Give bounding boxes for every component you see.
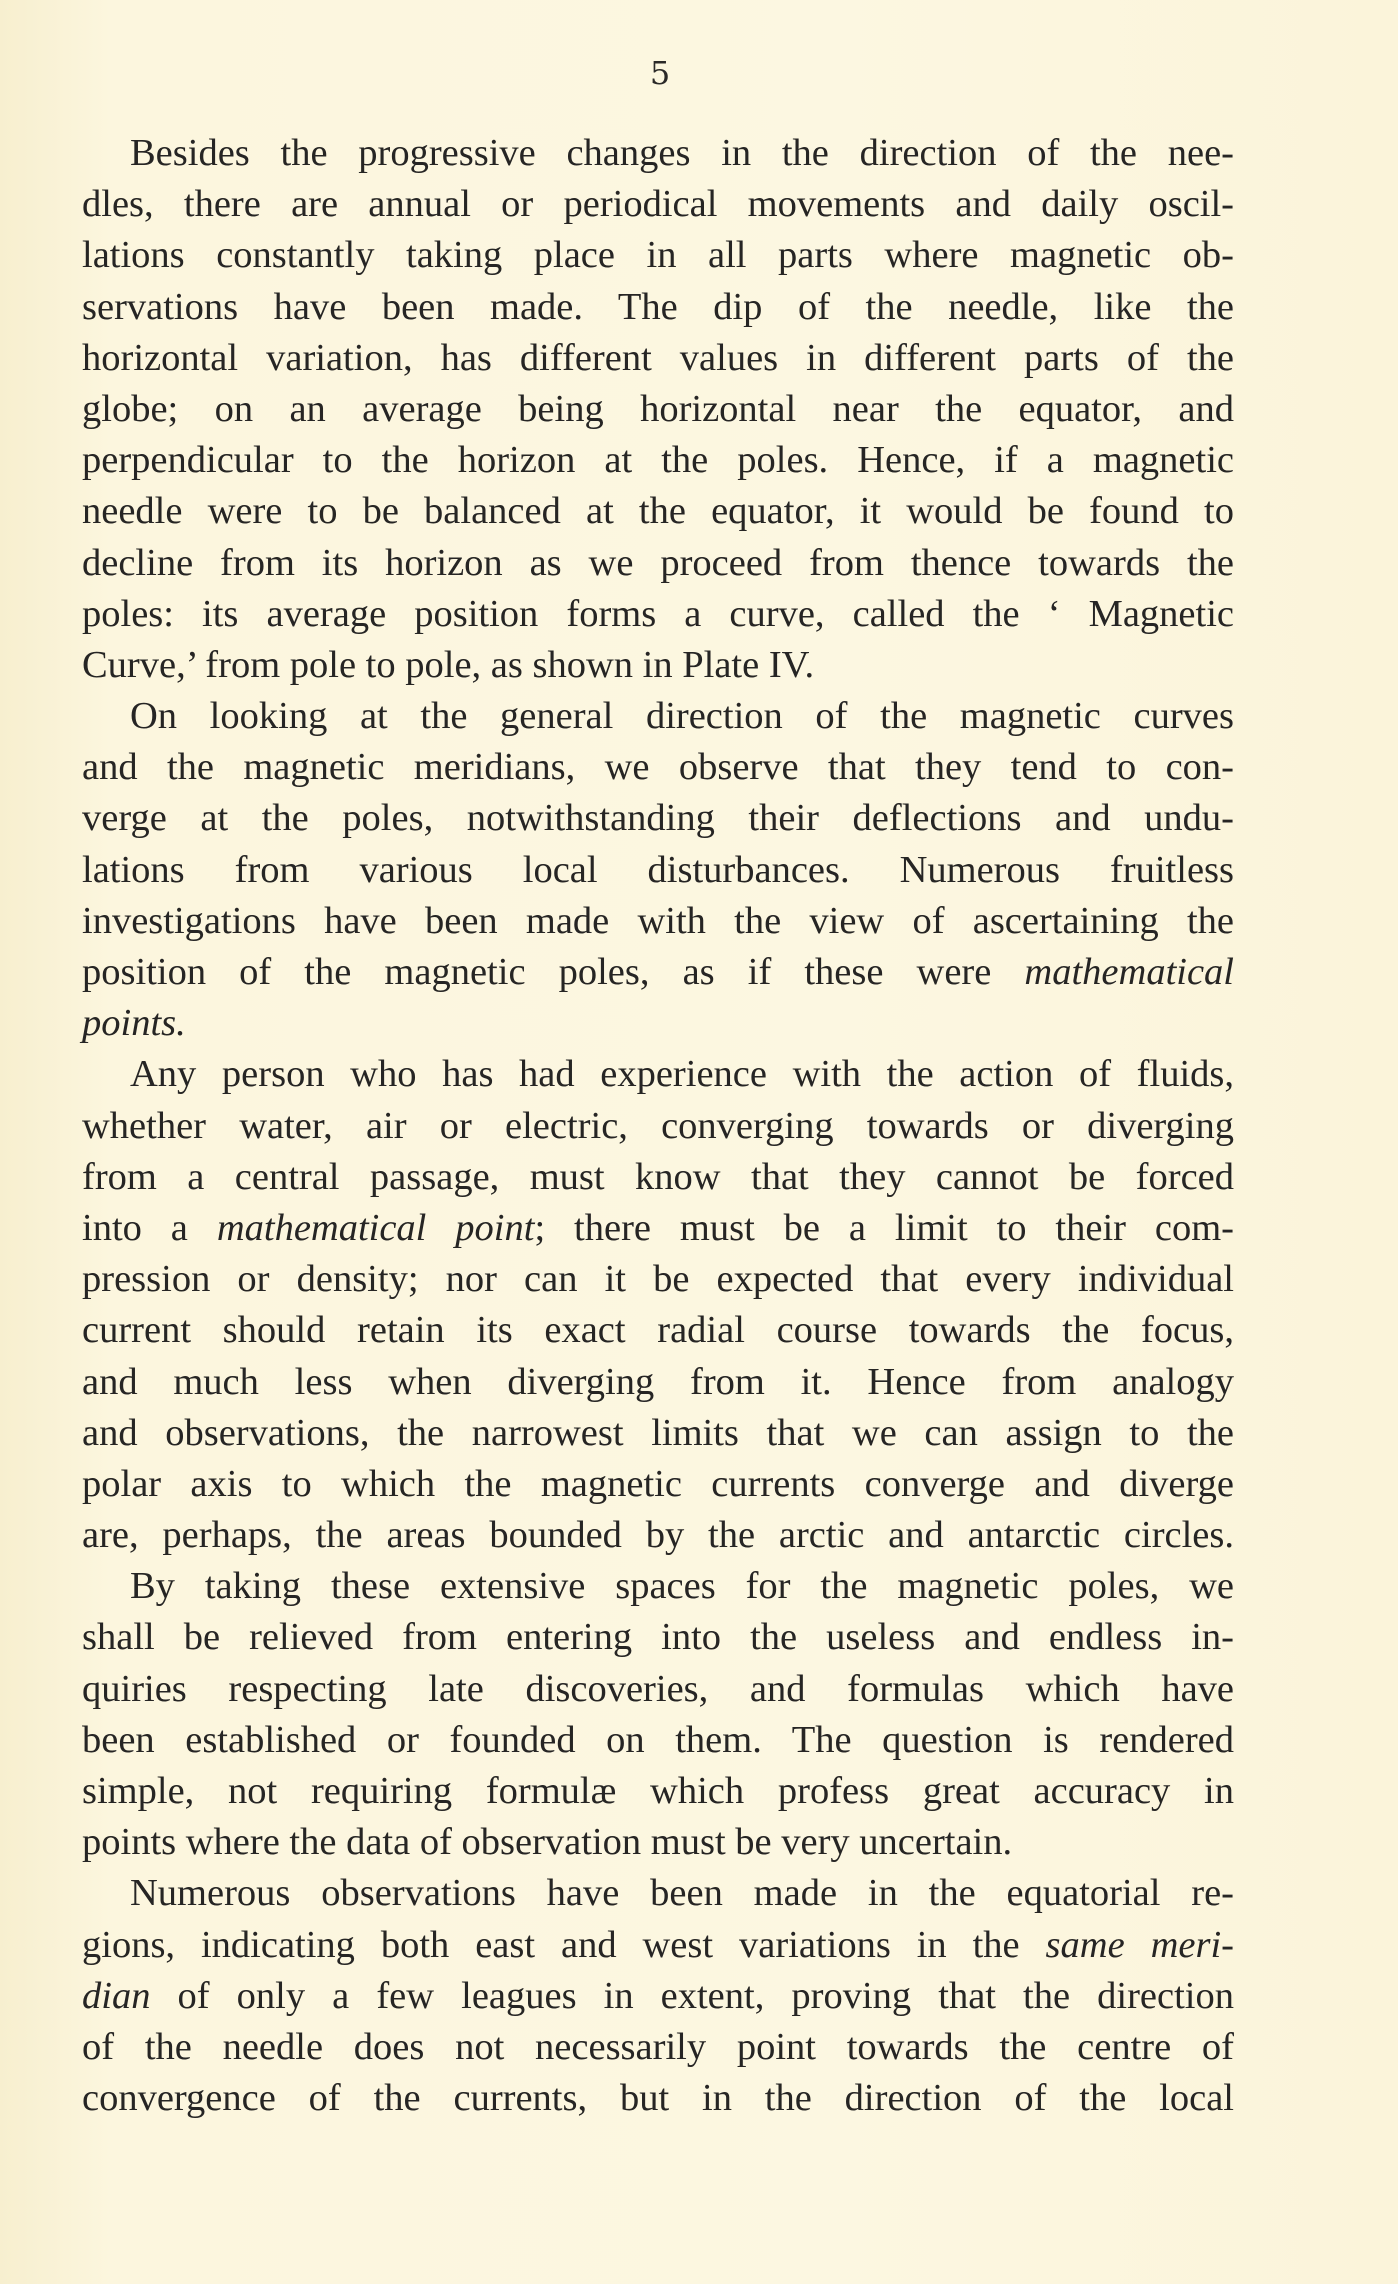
text-line xyxy=(82,538,1234,589)
text-line xyxy=(82,1920,1234,1971)
line-text: lations from various local disturbances. Numerous fruitless xyxy=(82,848,1234,891)
text-line xyxy=(82,282,1234,333)
text-line xyxy=(82,1408,1234,1459)
line-text: been established or founded on them. The question is rendered xyxy=(82,1718,1234,1761)
line-text: shall be relieved from entering into the useless and endless in- xyxy=(82,1616,1234,1659)
line-text: into a xyxy=(82,1206,217,1249)
line-text: position of the magnetic poles, as if these were xyxy=(82,951,1025,993)
text-line xyxy=(82,2073,1234,2124)
line-text: Any person who has had experience with the action of fluids, xyxy=(130,1053,1234,1096)
line-text-continued: of only a few leagues in extent, proving that the direction xyxy=(150,1974,1234,2017)
text-line xyxy=(82,845,1234,896)
text-line xyxy=(82,742,1234,793)
text-line xyxy=(82,333,1234,384)
line-text: verge at the poles, notwithstanding their deflections and undu- xyxy=(82,797,1234,840)
line-text: and the magnetic meridians, we observe that they tend to con- xyxy=(82,746,1234,789)
text-line xyxy=(82,998,1234,1049)
text-line xyxy=(82,1510,1234,1561)
line-text: horizontal variation, has different values in different parts of the xyxy=(82,336,1234,379)
line-text: current should retain its exact radial course towards the focus, xyxy=(82,1309,1234,1352)
text-line xyxy=(82,1971,1234,2022)
text-line xyxy=(82,793,1234,844)
text-line xyxy=(82,1868,1234,1919)
line-text: investigations have been made with the view of ascertaining the xyxy=(82,899,1234,942)
line-text: gions, indicating both east and west variations in the xyxy=(82,1923,1046,1966)
line-text: decline from its horizon as we proceed from thence towards the xyxy=(82,541,1234,584)
text-line xyxy=(82,1049,1234,1100)
line-text: quiries respecting late discoveries, and formulas which have xyxy=(82,1667,1234,1710)
text-line xyxy=(82,1305,1234,1356)
line-text: Curve,’ from pole to pole, as shown in Plate IV. xyxy=(82,643,815,686)
line-text: and much less when diverging from it. Hence from analogy xyxy=(82,1360,1234,1403)
text-line xyxy=(82,691,1234,742)
text-line xyxy=(82,2022,1234,2073)
text-line xyxy=(82,1101,1234,1152)
line-text-continued: ; there must be a limit to their com- xyxy=(534,1206,1235,1249)
text-line xyxy=(82,435,1234,486)
text-line xyxy=(82,896,1234,947)
line-text: and observations, the narrowest limits that we can assign to the xyxy=(82,1411,1234,1454)
text-line xyxy=(82,486,1234,537)
text-line xyxy=(82,128,1234,179)
line-text: By taking these extensive spaces for the magnetic poles, we xyxy=(130,1565,1234,1608)
line-text: globe; on an average being horizontal near the equator, and xyxy=(82,387,1234,430)
text-line xyxy=(82,1203,1234,1254)
text-line xyxy=(82,947,1234,998)
line-text: servations have been made. The dip of the needle, like the xyxy=(82,285,1234,328)
line-text: simple, not requiring formulæ which profess great accuracy in xyxy=(82,1770,1234,1812)
text-line xyxy=(82,1715,1234,1766)
line-text: poles: its average position forms a curve, called the ‘ Magnetic xyxy=(82,592,1234,635)
page-number: 5 xyxy=(649,54,671,92)
text-line xyxy=(82,589,1234,640)
text-line xyxy=(82,1612,1234,1663)
text-line xyxy=(82,1766,1234,1817)
line-text: On looking at the general direction of the magnetic curves xyxy=(130,695,1234,738)
italic-text: same meri- xyxy=(1045,1923,1234,1966)
line-text: Numerous observations have been made in the equatorial re- xyxy=(130,1872,1234,1915)
text-line xyxy=(82,640,1234,691)
text-line xyxy=(82,1817,1234,1868)
italic-text: mathematical xyxy=(1024,951,1234,993)
text-line xyxy=(82,384,1234,435)
italic-text: points. xyxy=(82,1002,186,1045)
line-text: Besides the progressive changes in the direction of the nee- xyxy=(130,132,1234,174)
line-text: convergence of the currents, but in the direction of the local xyxy=(82,2077,1234,2120)
text-line xyxy=(82,1357,1234,1408)
italic-text: dian xyxy=(82,1974,151,2017)
line-text: perpendicular to the horizon at the poles. Hence, if a magnetic xyxy=(82,439,1234,482)
line-text: lations constantly taking place in all parts where magnetic ob- xyxy=(82,234,1234,277)
body-text xyxy=(82,128,1234,2124)
line-text: whether water, air or electric, converging towards or diverging xyxy=(82,1104,1234,1147)
line-text: of the needle does not necessarily point towards the centre of xyxy=(82,2025,1234,2068)
text-line xyxy=(82,1664,1234,1715)
text-line xyxy=(82,1152,1234,1203)
text-line xyxy=(82,1459,1234,1510)
line-text: needle were to be balanced at the equator, it would be found to xyxy=(82,490,1234,533)
text-line xyxy=(82,1254,1234,1305)
line-text: dles, there are annual or periodical movements and daily oscil- xyxy=(82,183,1234,226)
italic-text: mathematical point xyxy=(216,1206,535,1249)
line-text: are, perhaps, the areas bounded by the arctic and antarctic circles. xyxy=(82,1514,1234,1557)
line-text: pression or density; nor can it be expected that every individual xyxy=(82,1258,1234,1301)
text-line xyxy=(82,179,1234,230)
line-text: points where the data of observation must be very uncertain. xyxy=(82,1821,1013,1864)
line-text: from a central passage, must know that they cannot be forced xyxy=(82,1155,1234,1198)
line-text: polar axis to which the magnetic currents converge and diverge xyxy=(82,1462,1234,1505)
text-line xyxy=(82,1561,1234,1612)
text-line xyxy=(82,230,1234,281)
